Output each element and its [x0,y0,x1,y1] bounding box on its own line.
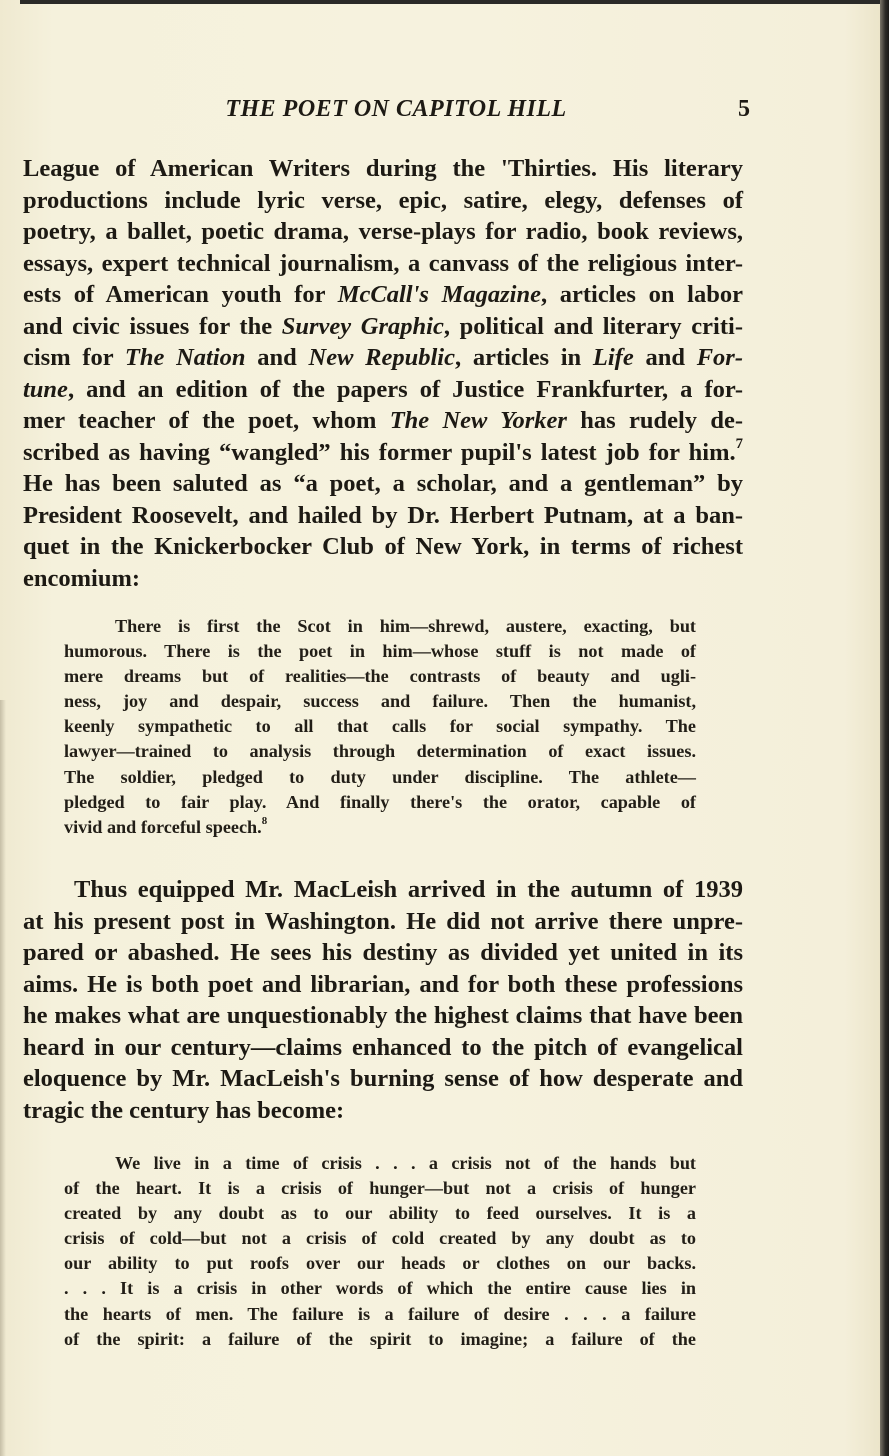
text-line: scribed as having “wangled” his former pupil's latest job for him. [23,438,736,466]
text-line: and civic issues for the Survey Graphic, political and literary criti- [23,312,743,340]
text-line: poetry, a ballet, poetic drama, verse-plays for radio, book reviews, [23,218,743,245]
quote-line: of the heart. It is a crisis of hunger—but not a crisis of hunger [64,1178,696,1199]
text-line: eloquence by Mr. MacLeish's burning sense of how desperate and [23,1065,743,1092]
quote-line: There is first the Scot in him—shrewd, austere, exacting, but [115,616,696,636]
text-line: tragic the century has become: [23,1096,345,1124]
block-quote-2 [64,1151,696,1352]
text-line-with-footnote [23,437,743,469]
text-line: President Roosevelt, and hailed by Dr. Herbert Putnam, at a ban- [23,501,743,529]
quote-line-with-footnote [64,815,696,840]
text-line: encomium: [23,564,141,592]
quote-line: vivid and forceful speech. [64,816,262,837]
text-line: productions include lyric verse, epic, satire, elegy, defenses of [23,186,743,214]
quote-line: of the spirit: a failure of the spirit to imagine; a failure of the [64,1328,696,1349]
running-title: THE POET ON CAPITOL HILL [225,96,567,122]
text-line: aims. He is both poet and librarian, and for both these professions [23,970,743,998]
text-line: he makes what are unquestionably the highest claims that have been [23,1002,743,1029]
text-line: mer teacher of the poet, whom The New Yorker has rudely de- [23,407,743,434]
quote-line: pledged to fair play. And finally there's the orator, capable of [64,791,696,812]
text-line: essays, expert technical journalism, a canvass of the religious inter- [23,249,743,277]
quote-line: We live in a time of crisis . . . a crisis not of the hands but [115,1153,696,1173]
quote-line: humorous. There is the poet in him—whose stuff is not made of [64,641,696,662]
quote-line: ness, joy and despair, success and failure. Then the humanist, [64,691,696,712]
text-line: at his present post in Washington. He did not arrive there unpre- [23,907,743,935]
paragraph-1 [23,153,743,594]
block-quote-1 [64,614,696,840]
text-line: ests of American youth for McCall's Magazine, articles on labor [23,281,743,308]
quote-line: the hearts of men. The failure is a failure of desire . . . a failure [64,1303,696,1324]
quote-line: . . . It is a crisis in other words of which the entire cause lies in [64,1278,696,1299]
quote-line: The soldier, pledged to duty under discipline. The athlete— [64,766,696,787]
footnote-ref: 8 [261,814,268,827]
page-number: 5 [738,96,750,122]
text-line: League of American Writers during the 'Thirties. His literary [23,155,743,182]
running-head [0,96,889,132]
quote-line: created by any doubt as to our ability to feed ourselves. It is a [64,1203,696,1224]
text-line: quet in the Knickerbocker Club of New York, in terms of richest [23,533,743,560]
quote-line: mere dreams but of realities—the contrasts of beauty and ugli- [64,666,696,687]
text-line: Thus equipped Mr. MacLeish arrived in the autumn of 1939 [74,876,743,903]
paragraph-2 [23,874,743,1126]
footnote-ref: 7 [735,436,743,453]
text-line: heard in our century—claims enhanced to the pitch of evangelical [23,1033,743,1061]
quote-line: crisis of cold—but not a crisis of cold created by any doubt as to [64,1228,696,1249]
quote-line: our ability to put roofs over our heads or clothes on our backs. [64,1253,696,1274]
text-line: He has been saluted as “a poet, a scholar, and a gentleman” by [23,470,743,497]
page-right-edge [880,0,889,1456]
text-line: tune, and an edition of the papers of Justice Frankfurter, a for- [23,375,743,403]
text-line: cism for The Nation and New Republic, articles in Life and For- [23,344,743,371]
text-line: pared or abashed. He sees his destiny as divided yet united in its [23,939,743,966]
quote-line: lawyer—trained to analysis through determination of exact issues. [64,741,696,762]
page-left-shadow [0,700,6,1456]
page-top-edge [20,0,880,4]
quote-line: keenly sympathetic to all that calls for social sympathy. The [64,716,696,737]
